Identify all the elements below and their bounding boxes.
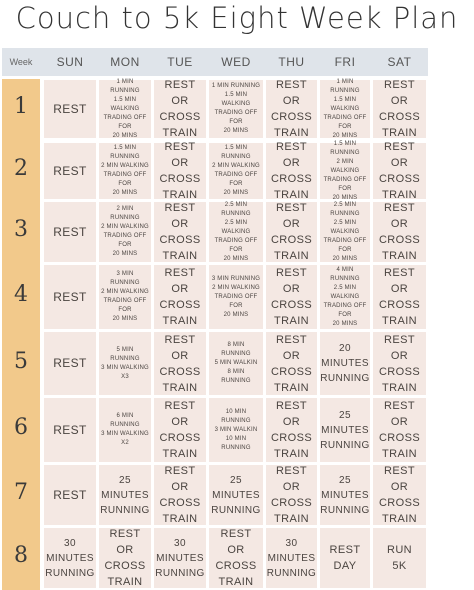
plan-cell-text: REST OR CROSS TRAIN <box>270 141 313 201</box>
plan-cell-text: REST OR CROSS TRAIN <box>270 79 313 139</box>
plan-cell-mon <box>99 80 151 138</box>
plan-cell-text: REST OR CROSS TRAIN <box>215 528 257 588</box>
week-number: 1 <box>14 94 28 119</box>
plan-cell-sat <box>373 202 426 262</box>
plan-cell-text: 30 MINUTES RUNNING <box>266 537 317 579</box>
plan-cell-text: 2.5 MIN RUNNING 2.5 MIN WALKING TRADING OFF FOR 20 MINS <box>323 201 367 262</box>
plan-cell-text: REST OR CROSS TRAIN <box>378 400 421 460</box>
plan-cell-tue <box>154 80 206 138</box>
plan-cell-sat <box>373 528 426 588</box>
plan-cell-thu <box>266 143 317 199</box>
plan-cell-tue <box>154 332 206 395</box>
plan-cell-text: REST <box>53 163 87 178</box>
plan-cell-text: 30 MINUTES RUNNING <box>45 537 95 579</box>
plan-cell-text: REST OR CROSS TRAIN <box>378 465 421 525</box>
plan-cell-text: 1.5 MIN RUNNING 2 MIN WALKING TRADING OFF FOR 20 MINS <box>212 145 260 196</box>
plan-cell-text: 3 MIN RUNNING 2 MIN WALKING TRADING OFF FOR 20 MINS <box>101 271 149 322</box>
plan-cell-text: REST OR CROSS TRAIN <box>159 79 201 139</box>
week-number: 8 <box>14 543 28 568</box>
plan-cell-text: REST OR CROSS TRAIN <box>159 465 201 525</box>
plan-cell-text: REST OR CROSS TRAIN <box>159 400 201 460</box>
plan-cell-text: REST OR CROSS TRAIN <box>378 79 421 139</box>
plan-cell-thu <box>266 398 317 462</box>
plan-cell-fri <box>320 80 370 138</box>
week-number: 5 <box>14 348 28 374</box>
plan-cell-text: 25 MINUTES RUNNING <box>320 474 370 516</box>
plan-cell-sun <box>44 143 96 199</box>
plan-cell-thu <box>266 265 317 329</box>
plan-cell-text: REST OR CROSS TRAIN <box>378 267 421 327</box>
plan-cell-text: 20 MINUTES RUNNING <box>320 343 370 384</box>
week-number: 3 <box>14 217 28 242</box>
plan-cell-text: REST OR CROSS TRAIN <box>159 333 201 394</box>
plan-cell-sat <box>373 332 426 395</box>
week-number: 6 <box>14 415 28 440</box>
plan-cell-sat <box>373 465 426 525</box>
plan-cell-text: REST DAY <box>329 544 361 572</box>
plan-cell-text: REST OR CROSS TRAIN <box>159 202 201 262</box>
plan-cell-sun <box>44 80 96 138</box>
plan-cell-text: 10 MIN RUNNING 3 MIN WALKIN 10 MIN RUNNING <box>214 408 258 451</box>
plan-cell-mon <box>99 465 151 525</box>
plan-cell-text: REST OR CROSS TRAIN <box>270 267 313 327</box>
plan-cell-text: 25 MINUTES RUNNING <box>211 474 261 516</box>
header-week: Week <box>9 57 33 67</box>
header-fri: FRI <box>334 55 356 69</box>
week-number: 4 <box>14 282 28 307</box>
plan-cell-tue <box>154 143 206 199</box>
header-tue: TUE <box>167 55 193 69</box>
plan-cell-sun <box>44 332 96 395</box>
plan-cell-text: RUN 5K <box>386 544 413 572</box>
plan-cell-text: 2 MIN RUNNING 2 MIN WALKING TRADING OFF FOR 20 MINS <box>101 206 149 257</box>
plan-cell-sun <box>44 528 96 588</box>
plan-cell-text: REST OR CROSS TRAIN <box>378 333 421 394</box>
plan-cell-fri <box>320 528 370 588</box>
plan-cell-text: REST OR CROSS TRAIN <box>159 141 201 201</box>
plan-cell-thu <box>266 528 317 588</box>
plan-cell-text: 1 MIN RUNNING 1.5 MIN WALKING TRADING OFF FOR 20 MINS <box>103 78 147 139</box>
plan-cell-thu <box>266 332 317 395</box>
plan-cell-wed <box>209 528 263 588</box>
week-number: 2 <box>14 156 28 181</box>
plan-cell-text: REST OR CROSS TRAIN <box>270 333 313 394</box>
plan-cell-text: REST <box>53 487 87 502</box>
header-wed: WED <box>221 55 251 69</box>
plan-cell-text: REST <box>53 422 87 437</box>
plan-cell-wed <box>209 143 263 199</box>
plan-cell-text: 1 MIN RUNNING 1.5 MIN WALKING TRADING OFF FOR 20 MINS <box>211 83 261 134</box>
plan-cell-wed <box>209 465 263 525</box>
plan-cell-text: 5 MIN RUNNING 3 MIN WALKING X3 <box>101 346 149 380</box>
header-mon: MON <box>110 55 140 69</box>
plan-cell-mon <box>99 528 151 588</box>
plan-cell-text: 6 MIN RUNNING 3 MIN WALKING X2 <box>101 413 149 446</box>
plan-cell-fri <box>320 465 370 525</box>
plan-cell-fri <box>320 332 370 395</box>
plan-cell-text: REST <box>53 224 87 239</box>
plan-cell-text: 30 MINUTES RUNNING <box>155 537 205 579</box>
plan-cell-thu <box>266 465 317 525</box>
plan-cell-fri <box>320 140 370 201</box>
plan-cell-text: 1.5 MIN RUNNING 2 MIN WALKING TRADING OFF FOR 20 MINS <box>101 145 149 196</box>
plan-cell-sat <box>373 398 426 462</box>
plan-cell-text: 1 MIN RUNNING 1.5 MIN WALKING TRADING OFF FOR 20 MINS <box>323 78 367 139</box>
plan-cell-text: REST <box>53 101 87 116</box>
plan-cell-mon <box>99 202 151 262</box>
plan-cell-text: REST OR CROSS TRAIN <box>270 400 313 460</box>
plan-cell-text: REST OR CROSS TRAIN <box>159 267 201 327</box>
plan-cell-sat <box>373 143 426 199</box>
plan-cell-thu <box>266 202 317 262</box>
plan-cell-fri <box>320 265 370 329</box>
plan-cell-text: REST <box>53 356 87 370</box>
plan-cell-mon <box>99 332 151 395</box>
plan-cell-text: REST OR CROSS TRAIN <box>378 141 421 201</box>
plan-cell-text: REST OR CROSS TRAIN <box>270 465 313 525</box>
week-number: 7 <box>14 480 28 505</box>
plan-cell-text: REST OR CROSS TRAIN <box>104 528 146 588</box>
plan-cell-sun <box>44 202 96 262</box>
plan-cell-wed <box>209 332 263 395</box>
plan-cell-sun <box>44 465 96 525</box>
plan-cell-text: REST OR CROSS TRAIN <box>270 202 313 262</box>
plan-cell-tue <box>154 202 206 262</box>
plan-cell-sat <box>373 265 426 329</box>
plan-cell-wed <box>209 265 263 329</box>
plan-cell-fri <box>320 398 370 462</box>
plan-cell-text: 1.5 MIN RUNNING 2 MIN WALKING TRADING OFF FOR 20 MINS <box>323 140 367 201</box>
plan-cell-tue <box>154 265 206 329</box>
plan-cell-mon <box>99 143 151 199</box>
plan-cell-mon <box>99 265 151 329</box>
plan-cell-wed <box>209 80 263 138</box>
plan-cell-tue <box>154 465 206 525</box>
header-sat: SAT <box>387 55 412 69</box>
plan-cell-text: 25 MINUTES RUNNING <box>100 474 150 516</box>
plan-cell-sun <box>44 265 96 329</box>
plan-cell-tue <box>154 528 206 588</box>
plan-cell-text: 2.5 MIN RUNNING 2.5 MIN WALKING TRADING OFF FOR 20 MINS <box>214 201 258 262</box>
plan-cell-text: 8 MIN RUNNING 5 MIN WALKIN 8 MIN RUNNING <box>214 342 258 384</box>
plan-cell-text: 25 MINUTES RUNNING <box>320 409 370 451</box>
plan-cell-sat <box>373 80 426 138</box>
plan-cell-text: REST OR CROSS TRAIN <box>378 202 421 262</box>
plan-cell-text: 3 MIN RUNNING 2 MIN WALKING TRADING OFF FOR 20 MINS <box>211 275 261 318</box>
plan-cell-wed <box>209 398 263 462</box>
plan-cell-text: REST <box>53 289 87 304</box>
header-thu: THU <box>278 55 305 69</box>
plan-cell-thu <box>266 80 317 138</box>
header-sun: SUN <box>56 55 84 69</box>
plan-cell-sun <box>44 398 96 462</box>
plan-cell-mon <box>99 398 151 462</box>
plan-cell-tue <box>154 398 206 462</box>
page-title: Couch to 5k Eight Week Plan <box>15 1 459 35</box>
plan-cell-text: 4 MIN RUNNING 2.5 MIN WALKING TRADING OFF FOR 20 MINS <box>323 266 367 327</box>
plan-cell-fri <box>320 202 370 262</box>
plan-cell-wed <box>209 202 263 262</box>
